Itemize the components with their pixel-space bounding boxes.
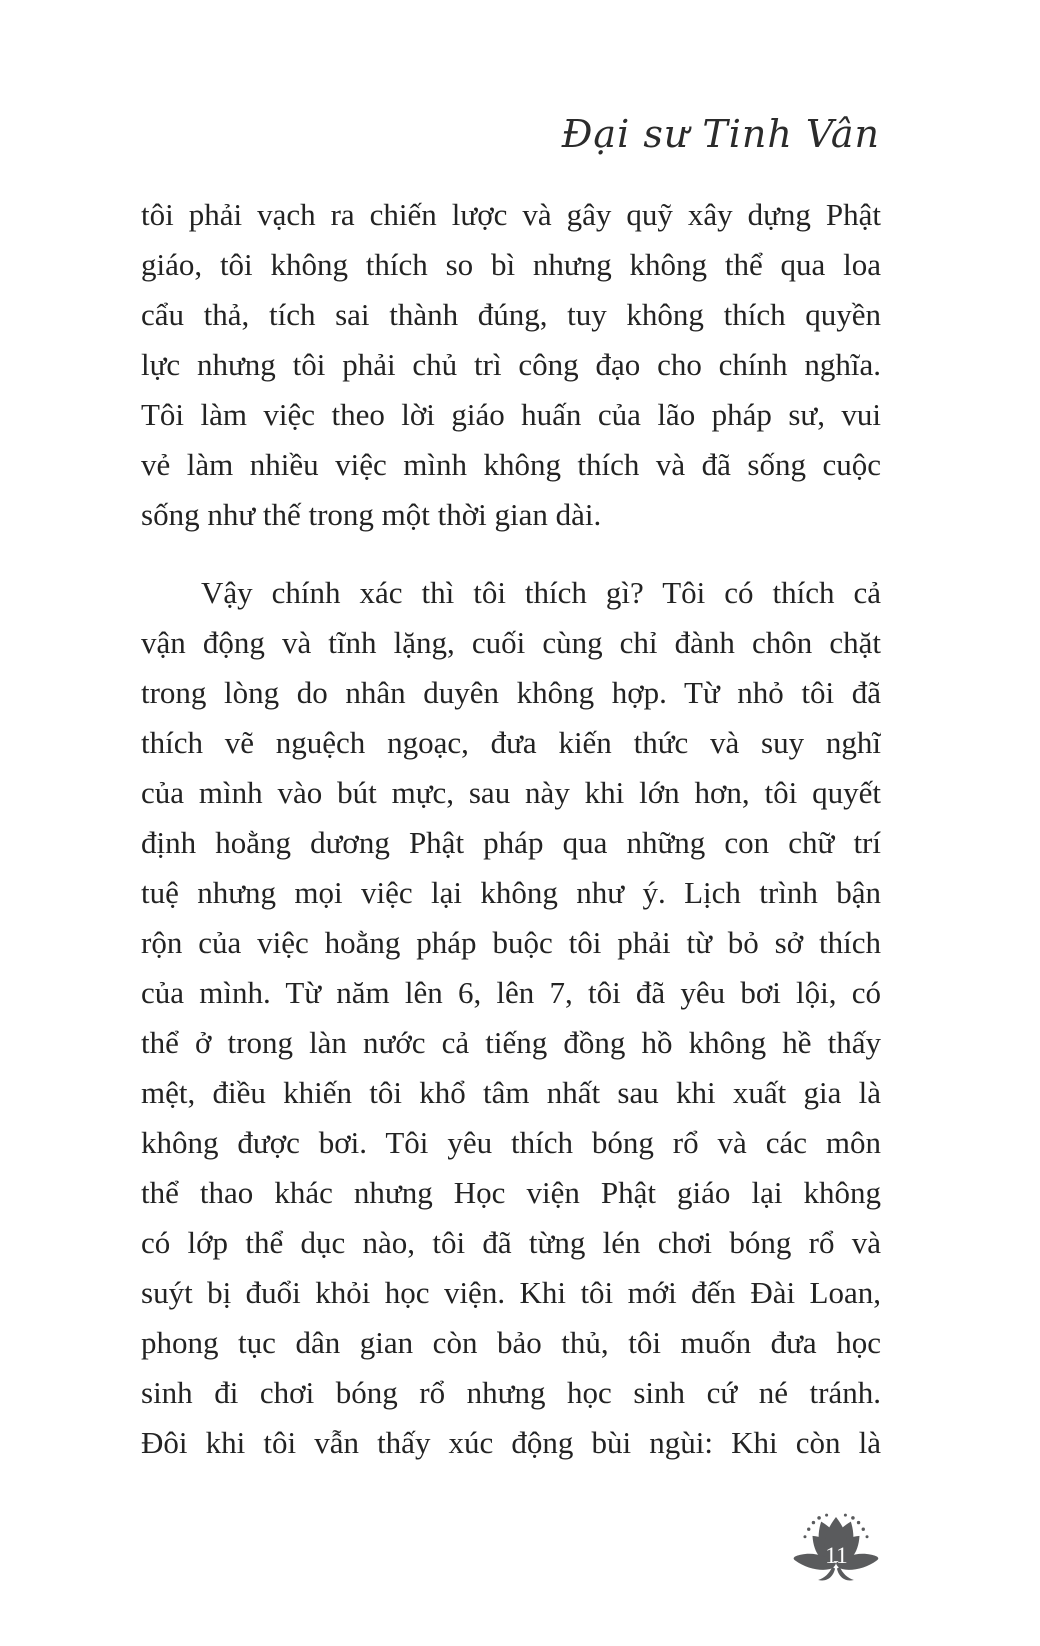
text-line: cẩu thả, tích sai thành đúng, tuy không thích quyền xyxy=(141,297,881,332)
text-line: vận động và tĩnh lặng, cuối cùng chỉ đành chôn chặt xyxy=(141,625,881,660)
text-line: định hoằng dương Phật pháp qua những con chữ trí xyxy=(141,825,881,860)
text-line: thể ở trong làn nước cả tiếng đồng hồ không hề thấy xyxy=(141,1025,881,1060)
text-line: rộn của việc hoằng pháp buộc tôi phải từ bỏ sở thích xyxy=(141,925,881,960)
body-text xyxy=(141,190,881,1468)
text-line: thích vẽ nguệch ngoạc, đưa kiến thức và suy nghĩ xyxy=(141,725,881,760)
lotus-icon xyxy=(789,1510,883,1586)
text-line: tôi phải vạch ra chiến lược và gây quỹ xây dựng Phật xyxy=(141,197,881,232)
text-line: sinh đi chơi bóng rổ nhưng học sinh cứ né tránh. xyxy=(141,1375,881,1410)
running-header-author: Đại sư Tinh Vân xyxy=(561,112,880,156)
text-line: không được bơi. Tôi yêu thích bóng rổ và các môn xyxy=(141,1125,881,1160)
text-line: của mình. Từ năm lên 6, lên 7, tôi đã yêu bơi lội, có xyxy=(141,975,881,1010)
text-line: mệt, điều khiến tôi khổ tâm nhất sau khi xuất gia là xyxy=(141,1075,881,1110)
text-line: của mình vào bút mực, sau này khi lớn hơn, tôi quyết xyxy=(141,775,881,810)
text-line: phong tục dân gian còn bảo thủ, tôi muốn đưa học xyxy=(141,1325,881,1360)
text-line: sống như thế trong một thời gian dài. xyxy=(141,497,602,532)
text-line: trong lòng do nhân duyên không hợp. Từ nhỏ tôi đã xyxy=(141,675,881,710)
text-line: có lớp thể dục nào, tôi đã từng lén chơi bóng rổ và xyxy=(141,1225,881,1260)
page-number: 11 xyxy=(825,1543,848,1570)
text-line: giáo, tôi không thích so bì nhưng không thể qua loa xyxy=(141,247,881,282)
text-line: Vậy chính xác thì tôi thích gì? Tôi có thích cả xyxy=(201,575,881,610)
text-line: vẻ làm nhiều việc mình không thích và đã sống cuộc xyxy=(141,447,881,482)
text-line: tuệ nhưng mọi việc lại không như ý. Lịch trình bận xyxy=(141,875,881,910)
text-line: Tôi làm việc theo lời giáo huấn của lão pháp sư, vui xyxy=(141,397,881,432)
text-line: lực nhưng tôi phải chủ trì công đạo cho chính nghĩa. xyxy=(141,347,881,382)
text-line: Đôi khi tôi vẫn thấy xúc động bùi ngùi: Khi còn là xyxy=(141,1425,881,1460)
text-line: suýt bị đuổi khỏi học viện. Khi tôi mới đến Đài Loan, xyxy=(141,1275,881,1310)
paragraph xyxy=(141,190,881,540)
page-footer xyxy=(789,1510,883,1586)
text-line: thể thao khác nhưng Học viện Phật giáo lại không xyxy=(141,1175,881,1210)
paragraph xyxy=(141,568,881,1468)
